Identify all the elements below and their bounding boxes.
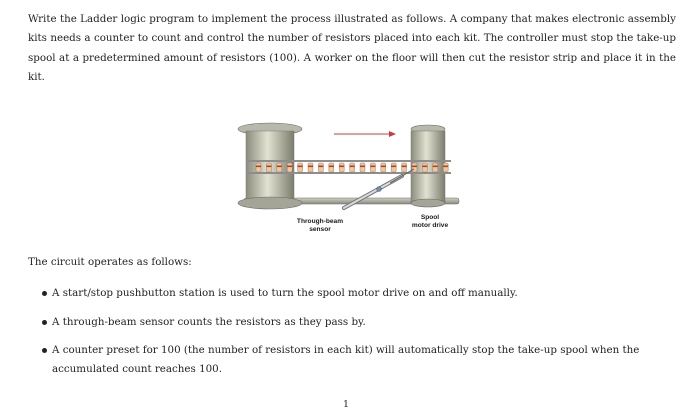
resistor xyxy=(308,163,313,172)
resistor xyxy=(360,163,365,172)
resistor-band xyxy=(256,166,261,168)
sensor-label-line1: Through-beam xyxy=(296,218,344,225)
resistor xyxy=(287,163,292,172)
resistor xyxy=(381,163,386,172)
resistor xyxy=(339,163,344,172)
resistor xyxy=(298,163,303,172)
resistor xyxy=(266,163,271,172)
motor-label-line2: motor drive xyxy=(411,222,449,229)
problem-statement: Write the Ladder logic program to implement the process illustrated as follows. A company that makes electronic assembly kits needs a counter to count and control the number of resistors placed into each kit. The controller must stop the take-up spool at a predetermined amount of resistors (100). A worker on the floor will then cut the resistor strip and place it in the kit. xyxy=(28,13,676,84)
resistor xyxy=(402,163,407,172)
resistor-band xyxy=(308,166,313,168)
resistor-band xyxy=(433,166,438,168)
resistor-band xyxy=(391,166,396,168)
resistor xyxy=(329,163,334,172)
resistor-counter-figure xyxy=(232,116,467,241)
resistor-band xyxy=(370,166,375,168)
resistor-band xyxy=(402,166,407,168)
bullet-dot xyxy=(42,291,47,296)
resistor xyxy=(443,163,448,172)
resistor-band xyxy=(298,166,303,168)
resistor-band xyxy=(412,166,417,168)
resistor-band xyxy=(329,166,334,168)
resistor-band xyxy=(266,166,271,168)
bullet-dot xyxy=(42,348,47,353)
resistor-band xyxy=(443,166,448,168)
resistor-band xyxy=(350,166,355,168)
bullet-item xyxy=(52,341,674,379)
resistor xyxy=(391,163,396,172)
resistor xyxy=(350,163,355,172)
resistor-band xyxy=(381,166,386,168)
bullet-text: A start/stop pushbutton station is used to turn the spool motor drive on and off manually. xyxy=(52,287,518,299)
bullet-dot xyxy=(42,320,47,325)
bullet-text: A counter preset for 100 (the number of resistors in each kit) will automatically stop the take-up spool when the accumulated count reaches 100. xyxy=(52,344,640,375)
sensor-label-line2: sensor xyxy=(309,226,331,233)
resistor-band xyxy=(422,166,427,168)
bullet-item xyxy=(52,284,674,303)
resistor xyxy=(433,163,438,172)
motor-label-line1: Spool xyxy=(420,214,440,221)
resistor xyxy=(256,163,261,172)
resistor-band xyxy=(339,166,344,168)
resistor-band xyxy=(360,166,365,168)
resistor-band xyxy=(287,166,292,168)
bullet-item xyxy=(52,313,674,332)
resistor xyxy=(412,163,417,172)
resistor xyxy=(422,163,427,172)
resistor xyxy=(277,163,282,172)
page-number: 1 xyxy=(343,399,350,410)
direction-arrow xyxy=(334,131,396,137)
bullet-text: A through-beam sensor counts the resistors as they pass by. xyxy=(52,316,366,328)
resistor-band xyxy=(277,166,282,168)
resistor xyxy=(370,163,375,172)
resistor xyxy=(318,163,323,172)
resistor-band xyxy=(318,166,323,168)
circuit-heading: The circuit operates as follows: xyxy=(28,256,192,268)
